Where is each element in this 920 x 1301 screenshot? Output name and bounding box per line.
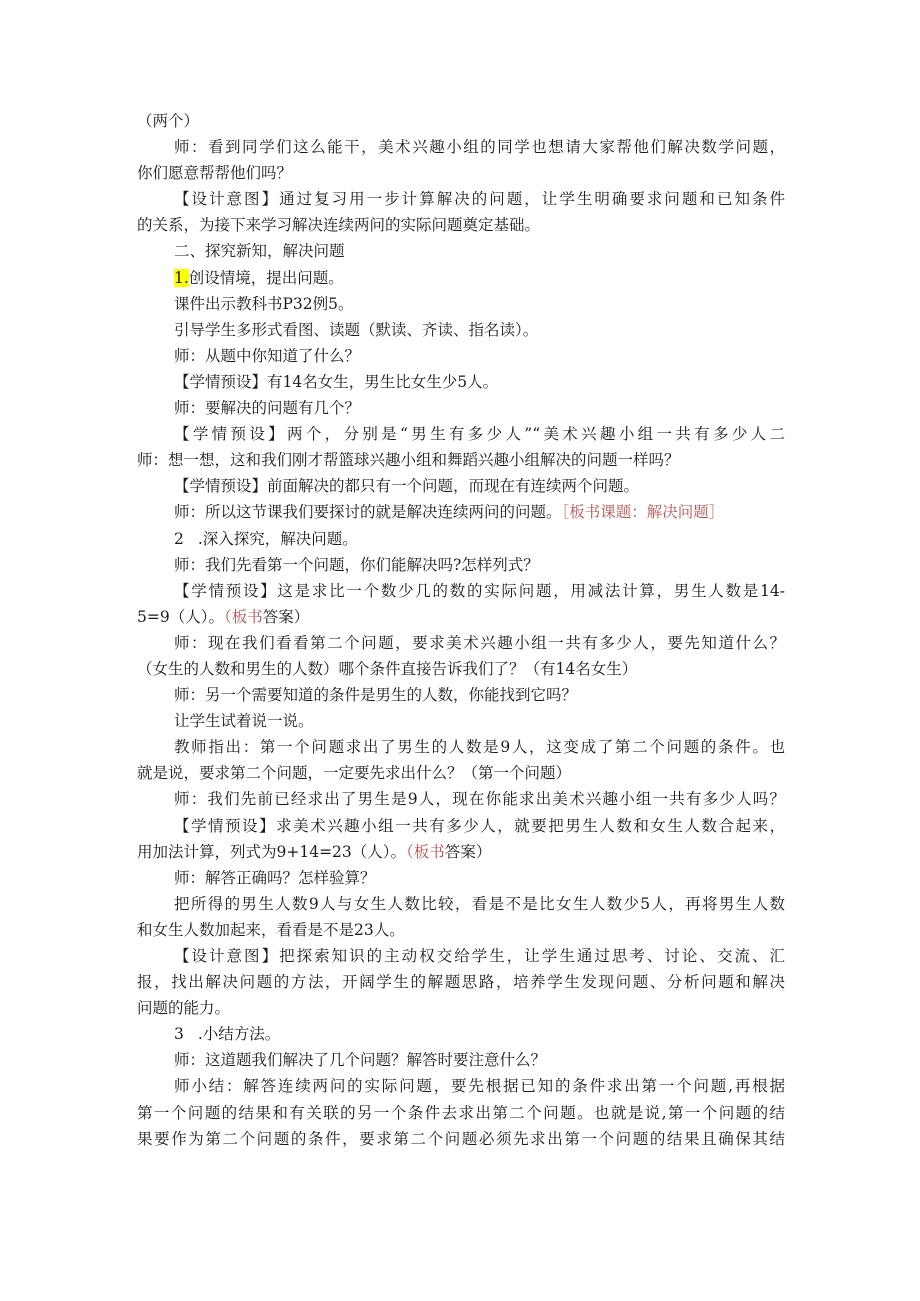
text-line: 报，找出解决问题的方法，开阔学生的解题思路，培养学生发现问题、分析问题和解决 — [137, 973, 785, 992]
text-line: 第一个问题的结果和有关联的另一个条件去求出第二个问题。也就是说,第一个问题的结 — [137, 1103, 785, 1122]
text-line: （两个） — [137, 112, 200, 130]
text-line — [137, 499, 785, 525]
text-line: 让学生试着说一说。 — [174, 712, 314, 731]
line-text-tail: 答案） — [262, 607, 310, 626]
line-text: 5=9（人）。 — [137, 607, 224, 626]
text-line: 课件出示教科书P32例5。 — [174, 294, 354, 313]
text-line: 师小结：解答连续两问的实际问题，要先根据已知的条件求出第一个问题,再根据 — [174, 1077, 785, 1096]
section-heading: 二、探究新知，解决问题 — [174, 242, 345, 261]
text-line: 的关系，为接下来学习解决连续两问的实际问题奠定基础。 — [137, 216, 541, 235]
text-line: 你们愿意帮帮他们吗？ — [137, 164, 293, 183]
line-text-tail: 答案） — [444, 842, 492, 861]
text-line: 【学情预设】两个，分别是“男生有多少人”“美术兴趣小组一共有多少人二 — [174, 425, 785, 444]
step-title: 创设情境，提出问题。 — [188, 268, 344, 287]
text-line: 【学情预设】前面解决的都只有一个问题，而现在有连续两个问题。 — [174, 477, 640, 496]
text-line: 师：这道题我们解决了几个问题？解答时要注意什么？ — [174, 1051, 547, 1070]
text-line: 就是说，要求第二个问题，一定要先求出什么？（第一个问题） — [137, 764, 572, 783]
design-intent-paragraph: 【设计意图】把探索知识的主动权交给学生，让学生通过思考、讨论、交流、汇 — [174, 947, 785, 965]
step-number: 3 — [174, 1025, 184, 1044]
line-text: 师：所以这节课我们要探讨的就是解决连续两问的问题。 — [174, 503, 562, 522]
board-note: （板书 — [406, 842, 445, 861]
text-line: 把所得的男生人数9人与女生人数比较，看是不是比女生人数少5人，再将男生人数 — [174, 894, 785, 913]
text-line: 师：另一个需要知道的条件是男生的人数，你能找到它吗？ — [174, 686, 578, 705]
text-line: 引导学生多形式看图、读题（默读、齐读、指名读）。 — [174, 320, 539, 339]
step-title: .深入探究，解决问题。 — [197, 529, 358, 548]
step-number: 2 — [174, 529, 184, 548]
text-line — [137, 604, 785, 630]
step-number-highlight: 1. — [174, 268, 189, 287]
text-line: 【学情预设】求美术兴趣小组一共有多少人，就要把男生人数和女生人数合起来， — [174, 816, 785, 835]
text-line: （女生的人数和男生的人数）哪个条件直接告诉我们了？（有14名女生） — [137, 659, 638, 678]
text-line: 师：现在我们看看第二个问题，要求美术兴趣小组一共有多少人，要先知道什么？ — [174, 633, 785, 652]
text-line: 师：我们先前已经求出了男生是9人，现在你能求出美术兴趣小组一共有多少人吗？ — [174, 790, 785, 809]
text-line: 【学情预设】这是求比一个数少几的数的实际问题，用减法计算，男生人数是14- — [174, 581, 785, 600]
step-heading — [137, 1021, 785, 1047]
text-line: 问题的能力。 — [137, 999, 231, 1018]
text-line — [137, 839, 785, 865]
board-note: （板书 — [223, 607, 263, 626]
text-line: 和女生人数加起来，看看是不是23人。 — [137, 920, 405, 939]
text-line: 师：想一想，这和我们刚才帮篮球兴趣小组和舞蹈兴趣小组解决的问题一样吗？ — [137, 451, 680, 470]
line-text: 用加法计算，列式为9+14=23（人）。 — [137, 842, 407, 861]
step-heading — [137, 526, 785, 552]
board-note: ［板书课题：解决问题］ — [561, 503, 725, 522]
text-line: 师：我们先看第一个问题，你们能解决吗?怎样列式？ — [174, 555, 539, 574]
design-intent-paragraph: 【设计意图】通过复习用一步计算解决的问题，让学生明确要求问题和已知条件 — [174, 190, 785, 209]
text-line: 师：从题中你知道了什么？ — [174, 346, 361, 365]
step-heading — [137, 265, 785, 291]
text-line: 教师指出：第一个问题求出了男生的人数是9人，这变成了第二个问题的条件。也 — [174, 738, 785, 757]
text-line: 师：解答正确吗？怎样验算？ — [174, 868, 376, 887]
text-line: 果要作为第二个问题的条件，要求第二个问题必须先求出第一个问题的结果且确保其结 — [137, 1129, 785, 1148]
document-page — [137, 108, 785, 1152]
text-line: 师：看到同学们这么能干，美术兴趣小组的同学也想请大家帮他们解决数学问题， — [174, 138, 785, 157]
step-title: .小结方法。 — [197, 1025, 281, 1044]
text-line: 师：要解决的问题有几个？ — [174, 399, 361, 418]
text-line: 【学情预设】有14名女生，男生比女生少5人。 — [174, 372, 499, 391]
